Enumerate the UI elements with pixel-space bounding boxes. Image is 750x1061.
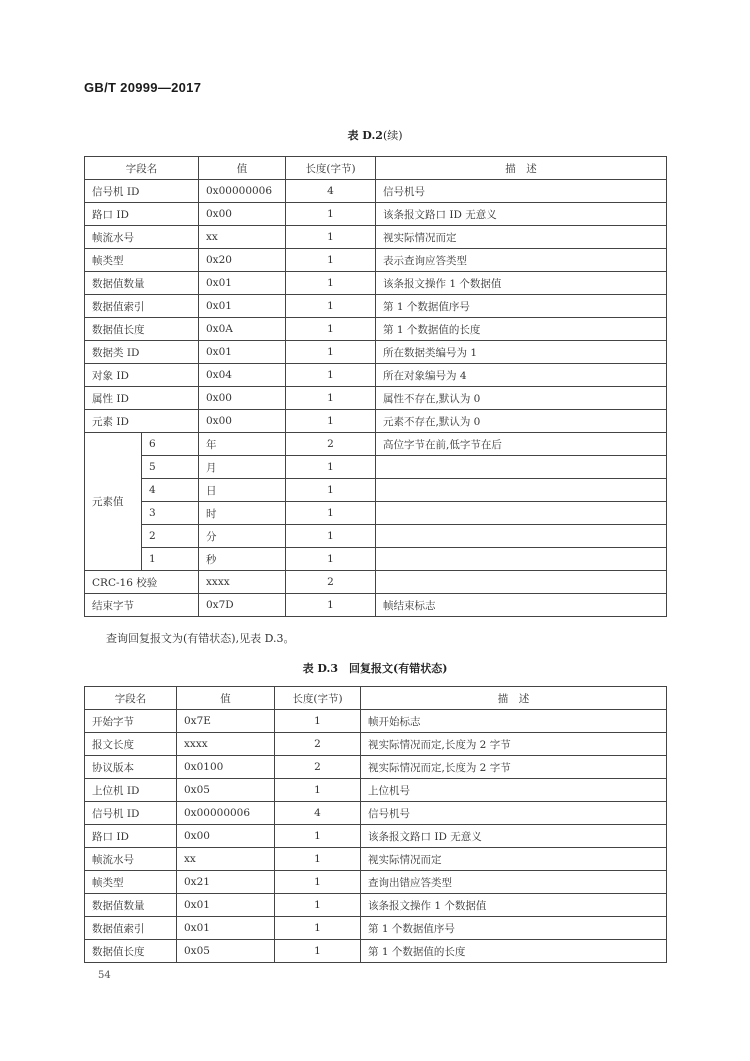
header-length: 长度(字节) [286,157,376,180]
description-cell [376,479,667,502]
table-row [85,502,667,525]
description-cell [376,502,667,525]
value-cell: 0x01 [199,272,286,295]
table-row [85,295,667,318]
table-row [85,272,667,295]
value-cell: 0x20 [199,249,286,272]
table-row [85,871,667,894]
reference-note: 查询回复报文为(有错状态),见表 D.3。 [106,632,295,645]
table-d2-caption-title: 表 D.2 [347,129,383,142]
description-cell [376,548,667,571]
length-cell: 1 [286,410,376,433]
table-row [85,548,667,571]
length-cell: 1 [275,710,361,733]
length-cell: 1 [275,848,361,871]
description-cell [376,571,667,594]
field-name-cell: 数据值索引 [85,295,199,318]
value-cell: 0x0A [199,318,286,341]
field-name-cell: 开始字节 [85,710,177,733]
value-cell: 0x7D [199,594,286,617]
table-d3-caption: 表 D.3 回复报文(有错状态) [302,662,448,675]
length-cell: 1 [286,249,376,272]
length-cell: 1 [286,387,376,410]
value-cell: xxxx [199,571,286,594]
length-cell: 2 [275,756,361,779]
table-row [85,733,667,756]
value-cell: 0x01 [199,295,286,318]
value-cell: 0x01 [199,341,286,364]
description-cell: 属性不存在,默认为 0 [376,387,667,410]
length-cell: 4 [275,802,361,825]
table-row [85,479,667,502]
value-cell: 0x7E [177,710,275,733]
description-cell [376,456,667,479]
description-cell: 视实际情况而定 [361,848,667,871]
length-cell: 1 [286,318,376,341]
element-value-group-label: 元素值 [85,433,142,571]
description-cell: 元素不存在,默认为 0 [376,410,667,433]
table-row [85,848,667,871]
length-cell: 1 [286,341,376,364]
value-cell: 0x05 [177,940,275,963]
element-index-cell: 4 [142,479,199,502]
field-name-cell: 协议版本 [85,756,177,779]
page-number: 54 [98,970,111,981]
description-cell: 表示查询应答类型 [376,249,667,272]
description-cell: 所在对象编号为 4 [376,364,667,387]
length-cell: 1 [286,479,376,502]
table-row [85,710,667,733]
element-name-cell: 月 [199,456,286,479]
value-cell: 0x21 [177,871,275,894]
standard-code: GB/T 20999—2017 [84,80,202,95]
value-cell: 0x00000006 [199,180,286,203]
field-name-cell: 信号机 ID [85,180,199,203]
field-name-cell: 结束字节 [85,594,199,617]
element-index-cell: 3 [142,502,199,525]
table-row [85,940,667,963]
length-cell: 2 [275,733,361,756]
value-cell: 0x01 [177,894,275,917]
table-row [85,594,667,617]
description-cell: 该条报文操作 1 个数据值 [376,272,667,295]
table-row [85,410,667,433]
table-header-row [85,687,667,710]
field-name-cell: 路口 ID [85,203,199,226]
field-name-cell: 对象 ID [85,364,199,387]
table-d2-caption [0,127,750,143]
length-cell: 1 [286,502,376,525]
value-cell: 0x00 [199,203,286,226]
table-header-row [85,157,667,180]
value-cell: 0x05 [177,779,275,802]
description-cell: 查询出错应答类型 [361,871,667,894]
table-row [85,894,667,917]
value-cell: 0x00 [177,825,275,848]
header-field-name: 字段名 [85,157,199,180]
length-cell: 2 [286,433,376,456]
length-cell: 4 [286,180,376,203]
field-name-cell: 帧类型 [85,249,199,272]
table-row [85,318,667,341]
field-name-cell: 元素 ID [85,410,199,433]
field-name-cell: 帧流水号 [85,848,177,871]
table-d2-caption-continued: (续) [382,129,403,142]
length-cell: 2 [286,571,376,594]
element-index-cell: 5 [142,456,199,479]
element-index-cell: 2 [142,525,199,548]
header-length: 长度(字节) [275,687,361,710]
description-cell: 第 1 个数据值序号 [361,917,667,940]
value-cell: 0x0100 [177,756,275,779]
description-cell: 该条报文操作 1 个数据值 [361,894,667,917]
length-cell: 1 [275,940,361,963]
table-row [85,180,667,203]
table-row [85,364,667,387]
table-row [85,571,667,594]
value-cell: 0x01 [177,917,275,940]
element-name-cell: 日 [199,479,286,502]
table-row [85,825,667,848]
element-index-cell: 6 [142,433,199,456]
table-d2 [84,156,667,617]
element-name-cell: 秒 [199,548,286,571]
element-name-cell: 时 [199,502,286,525]
length-cell: 1 [286,272,376,295]
header-value: 值 [177,687,275,710]
field-name-cell: 上位机 ID [85,779,177,802]
length-cell: 1 [286,456,376,479]
table-row [85,525,667,548]
length-cell: 1 [275,825,361,848]
element-name-cell: 分 [199,525,286,548]
value-cell: xx [177,848,275,871]
description-cell: 视实际情况而定,长度为 2 字节 [361,733,667,756]
length-cell: 1 [286,594,376,617]
table-d2-body [85,180,667,617]
length-cell: 1 [275,871,361,894]
table-row [85,341,667,364]
table-row [85,203,667,226]
length-cell: 1 [286,203,376,226]
value-cell: xx [199,226,286,249]
value-cell: 0x00 [199,410,286,433]
field-name-cell: 信号机 ID [85,802,177,825]
description-cell: 第 1 个数据值序号 [376,295,667,318]
description-cell [376,525,667,548]
table-row [85,226,667,249]
header-description: 描 述 [361,687,667,710]
value-cell: 0x00000006 [177,802,275,825]
description-cell: 该条报文路口 ID 无意义 [361,825,667,848]
value-cell: 0x00 [199,387,286,410]
field-name-cell: 属性 ID [85,387,199,410]
header-description: 描 述 [376,157,667,180]
length-cell: 1 [286,525,376,548]
element-index-cell: 1 [142,548,199,571]
table-row [85,779,667,802]
element-name-cell: 年 [199,433,286,456]
field-name-cell: CRC-16 校验 [85,571,199,594]
header-value: 值 [199,157,286,180]
field-name-cell: 路口 ID [85,825,177,848]
length-cell: 1 [286,295,376,318]
table-d3 [84,686,667,963]
field-name-cell: 帧流水号 [85,226,199,249]
description-cell: 信号机号 [376,180,667,203]
table-row [85,249,667,272]
field-name-cell: 数据值索引 [85,917,177,940]
length-cell: 1 [286,364,376,387]
description-cell: 信号机号 [361,802,667,825]
header-field-name: 字段名 [85,687,177,710]
table-d3-body [85,710,667,963]
value-cell: 0x04 [199,364,286,387]
description-cell: 第 1 个数据值的长度 [376,318,667,341]
description-cell: 帧开始标志 [361,710,667,733]
field-name-cell: 数据值长度 [85,940,177,963]
description-cell: 该条报文路口 ID 无意义 [376,203,667,226]
length-cell: 1 [286,548,376,571]
description-cell: 视实际情况而定 [376,226,667,249]
table-row [85,433,667,456]
table-row [85,387,667,410]
description-cell: 上位机号 [361,779,667,802]
table-row [85,456,667,479]
field-name-cell: 帧类型 [85,871,177,894]
description-cell: 所在数据类编号为 1 [376,341,667,364]
description-cell: 帧结束标志 [376,594,667,617]
field-name-cell: 数据类 ID [85,341,199,364]
field-name-cell: 数据值数量 [85,894,177,917]
length-cell: 1 [286,226,376,249]
description-cell: 第 1 个数据值的长度 [361,940,667,963]
length-cell: 1 [275,894,361,917]
length-cell: 1 [275,779,361,802]
length-cell: 1 [275,917,361,940]
table-row [85,756,667,779]
field-name-cell: 报文长度 [85,733,177,756]
table-row [85,917,667,940]
field-name-cell: 数据值长度 [85,318,199,341]
description-cell: 视实际情况而定,长度为 2 字节 [361,756,667,779]
value-cell: xxxx [177,733,275,756]
description-cell: 高位字节在前,低字节在后 [376,433,667,456]
table-row [85,802,667,825]
field-name-cell: 数据值数量 [85,272,199,295]
